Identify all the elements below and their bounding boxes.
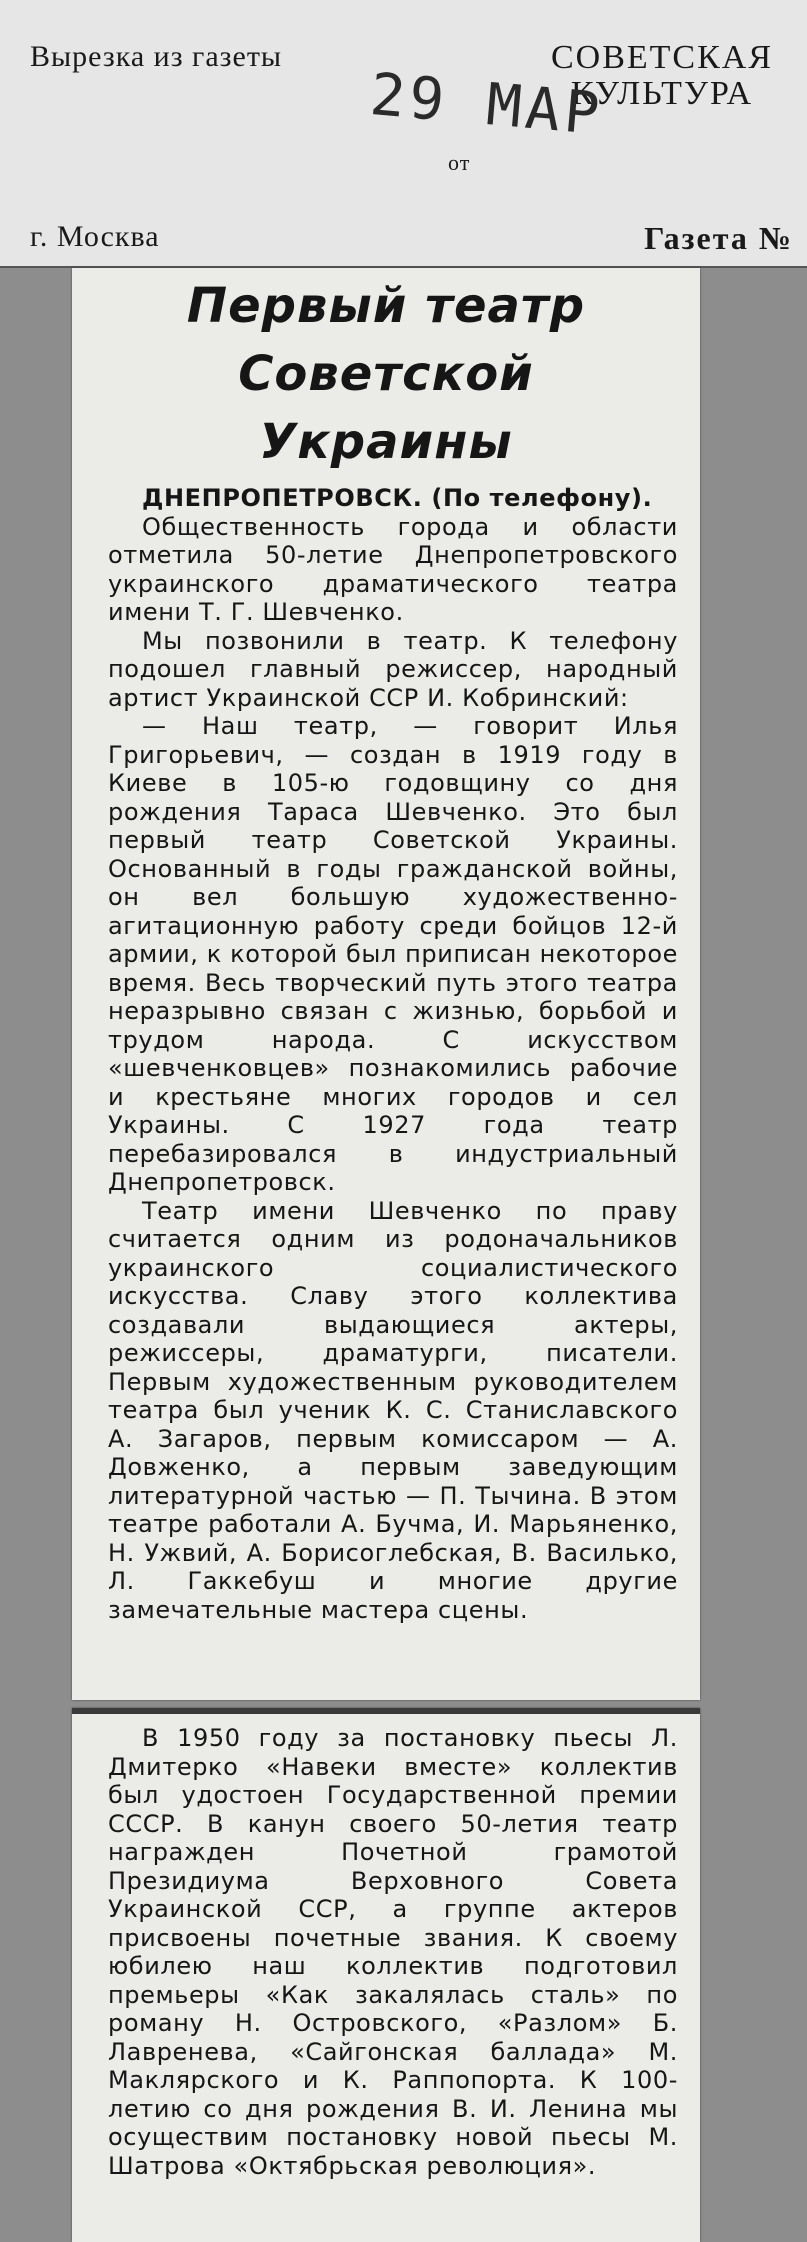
article-clipping-top (72, 268, 700, 1700)
article-clipping-bottom (72, 1708, 700, 2242)
issue-label: Газета № (644, 220, 793, 256)
title-line-1: Первый театр (186, 278, 586, 334)
date-stamp: 29 МАР (367, 59, 607, 149)
article-body (72, 484, 700, 1624)
archive-slip (0, 0, 807, 268)
article-title (112, 272, 660, 476)
title-line-2: Советской Украины (238, 346, 534, 470)
paragraph-3: — Наш театр, — говорит Илья Григорьевич, — создан в 1919 году в Киеве в 105-ю годовщину со дня рождения Тараса Шевченко. Это был первый театр Советской Украины. Основанный в годы гражданской войны, он вел большую художественно-агитационную работу среди бойцов 12-й армии, к которой был приписан некоторое время. Весь творческий путь этого театра неразрывно связан с жизнью, борьбой и трудом народа. С искусством «шевченковцев» познакомились рабочие и крестьяне многих городов и сел Украины. С 1927 года театр перебазировался в индустриальный Днепропетровск. (108, 712, 678, 1196)
paragraph-2: Мы позвонили в театр. К телефону подошел главный режиссер, народный артист Украинской ССР И. Кобринский: (108, 626, 678, 712)
city-label: г. Москва (30, 220, 160, 253)
newspaper-name-text: СОВЕТСКАЯ КУЛЬТУРА (550, 39, 774, 112)
article-continuation (72, 1714, 700, 2180)
cutting-label: Вырезка из газеты (30, 40, 283, 73)
dateline: ДНЕПРОПЕТРОВСК. (По телефону). (142, 484, 653, 512)
paragraph-5: В 1950 году за постановку пьесы Л. Дмитерко «Навеки вместе» коллектив был удостоен Государственной премии СССР. В канун своего 50-летия театр награжден Почетной грамотой Президиума Верховного Совета Украинской ССР, а группе актеров присвоены почетные звания. К своему юбилею наш коллектив подготовил премьеры «Как закалялась сталь» по роману Н. Островского, «Разлом» Б. Лавренева, «Сайгонская баллада» М. Маклярского и К. Раппопорта. К 100-летию со дня рождения В. И. Ленина мы осуществим постановку новой пьесы М. Шатрова «Октябрьская революция». (108, 1724, 678, 2180)
date-prefix: от (448, 150, 471, 175)
paragraph-1: Общественность города и области отметила 50-летие Днепропетровского украинского драматического театра имени Т. Г. Шевченко. (108, 512, 678, 626)
paragraph-4: Театр имени Шевченко по праву считается одним из родоначальников украинского социалистического искусства. Славу этого коллектива создавали выдающиеся актеры, режиссеры, драматурги, писатели. Первым художественным руководителем театра был ученик К. С. Станиславского А. Загаров, первым комиссаром — А. Довженко, а первым заведующим литературной частью — П. Тычина. В этом театре работали А. Бучма, И. Марьяненко, Н. Ужвий, А. Борисоглебская, В. Василько, Л. Гаккебуш и многие другие замечательные мастера сцены. (108, 1196, 678, 1624)
